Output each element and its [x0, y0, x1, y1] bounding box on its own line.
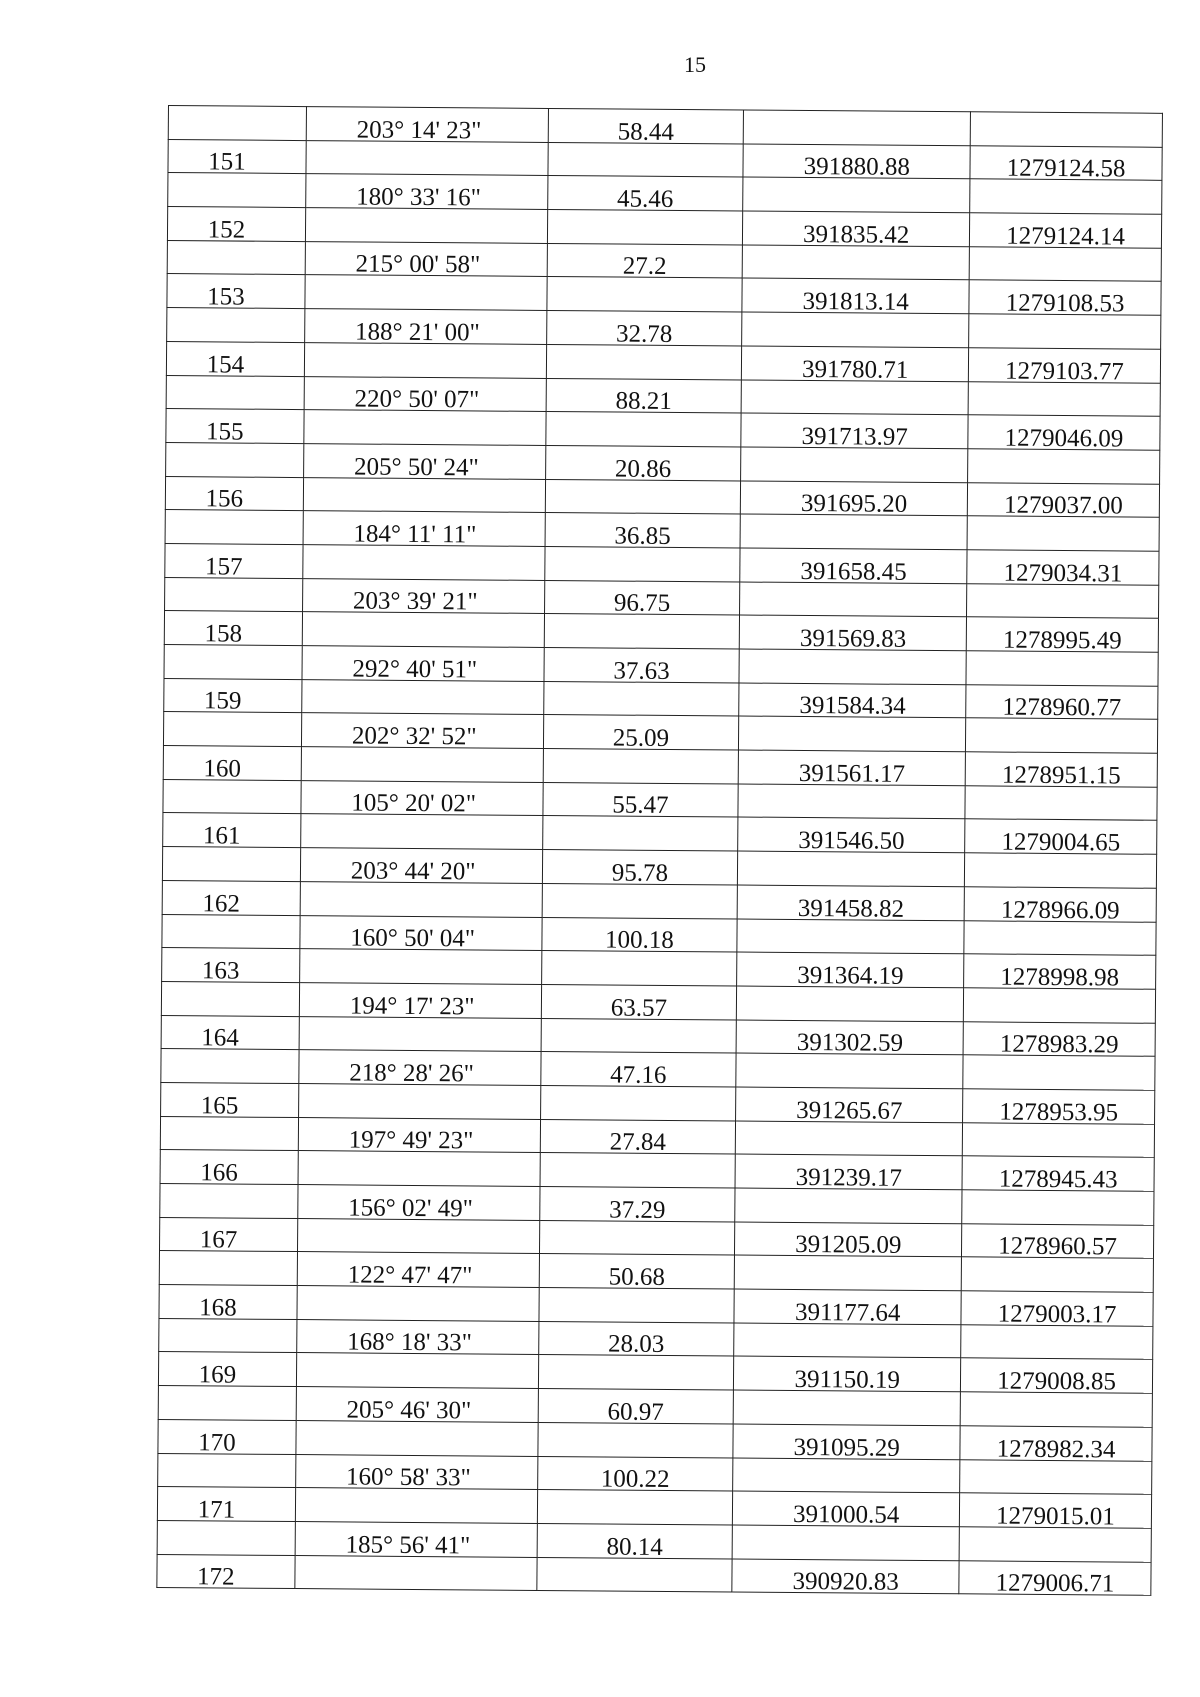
northing-cell: 391569.83	[740, 615, 967, 650]
northing-cell: 391265.67	[736, 1087, 963, 1122]
bearing-cell	[298, 1083, 540, 1119]
bearing-cell: 205° 50' 24"	[303, 443, 545, 479]
bearing-cell: 185° 56' 41"	[295, 1521, 537, 1557]
northing-cell: 391458.82	[737, 885, 964, 920]
bearing-cell	[295, 1488, 537, 1524]
northing-cell	[734, 1390, 961, 1425]
easting-cell: 1279004.65	[965, 819, 1157, 854]
bearing-cell: 292° 40' 51"	[302, 646, 544, 682]
easting-cell	[967, 583, 1159, 618]
station-cell	[163, 712, 301, 747]
table-body	[157, 106, 1163, 1596]
easting-cell	[961, 1325, 1153, 1360]
bearing-cell	[301, 814, 543, 850]
distance-cell: 100.18	[541, 917, 737, 952]
distance-cell: 27.2	[547, 243, 743, 278]
station-cell	[160, 1116, 298, 1151]
distance-cell	[537, 1422, 733, 1457]
northing-cell	[741, 447, 968, 482]
station-cell	[167, 240, 305, 275]
distance-cell	[536, 1557, 732, 1592]
bearing-cell: 188° 21' 00"	[304, 309, 546, 345]
bearing-cell: 180° 33' 16"	[306, 174, 548, 210]
northing-cell	[739, 716, 966, 751]
bearing-cell	[301, 747, 543, 783]
easting-cell: 1278995.49	[966, 617, 1158, 652]
northing-cell	[738, 784, 965, 819]
station-cell: 161	[163, 813, 301, 848]
distance-cell	[547, 210, 743, 245]
station-cell	[158, 1453, 296, 1488]
page-number: 15	[684, 52, 706, 77]
station-cell: 170	[158, 1419, 296, 1454]
easting-cell	[962, 1122, 1154, 1157]
distance-cell	[539, 1220, 735, 1255]
northing-cell: 391658.45	[740, 548, 967, 583]
distance-cell	[540, 1153, 736, 1188]
bearing-cell: 160° 58' 33"	[295, 1454, 537, 1490]
easting-cell	[964, 920, 1156, 955]
northing-cell	[736, 1053, 963, 1088]
bearing-cell	[305, 275, 547, 311]
bearing-cell: 184° 11' 11"	[303, 511, 545, 547]
distance-cell: 25.09	[543, 715, 739, 750]
distance-cell	[544, 614, 740, 649]
bearing-cell: 156° 02' 49"	[298, 1185, 540, 1221]
easting-cell	[966, 651, 1158, 686]
coordinates-table	[156, 105, 1163, 1596]
station-cell: 163	[162, 948, 300, 983]
station-cell: 151	[168, 139, 306, 174]
station-cell: 172	[157, 1554, 295, 1589]
bearing-cell: 160° 50' 04"	[300, 915, 542, 951]
easting-cell	[959, 1527, 1151, 1562]
distance-cell: 80.14	[537, 1523, 733, 1558]
distance-cell	[546, 277, 742, 312]
easting-cell	[967, 516, 1159, 551]
station-cell	[167, 308, 305, 343]
station-cell: 154	[166, 341, 304, 376]
station-cell: 164	[161, 1015, 299, 1050]
northing-cell	[740, 582, 967, 617]
station-cell	[163, 779, 301, 814]
easting-cell	[970, 112, 1162, 147]
bearing-cell: 205° 46' 30"	[296, 1387, 538, 1423]
northing-cell: 391561.17	[739, 750, 966, 785]
northing-cell	[743, 177, 970, 212]
easting-cell: 1279124.14	[970, 213, 1162, 248]
easting-cell: 1279046.09	[968, 415, 1160, 450]
northing-cell	[740, 514, 967, 549]
station-cell	[165, 510, 303, 545]
distance-cell	[542, 883, 738, 918]
northing-cell: 391835.42	[743, 211, 970, 246]
easting-cell	[965, 786, 1157, 821]
northing-cell	[733, 1457, 960, 1492]
easting-cell: 1279103.77	[968, 348, 1160, 383]
bearing-cell	[298, 1151, 540, 1187]
station-cell	[161, 981, 299, 1016]
distance-cell	[546, 344, 742, 379]
station-cell: 166	[160, 1150, 298, 1185]
distance-cell: 100.22	[537, 1456, 733, 1491]
northing-cell: 391813.14	[742, 278, 969, 313]
northing-cell	[742, 245, 969, 280]
station-cell: 158	[164, 611, 302, 646]
bearing-cell	[299, 1016, 541, 1052]
distance-cell	[540, 1085, 736, 1120]
easting-cell: 1278983.29	[963, 1021, 1155, 1056]
easting-cell	[960, 1392, 1152, 1427]
distance-cell	[538, 1355, 734, 1390]
easting-cell	[970, 179, 1162, 214]
easting-cell: 1279006.71	[959, 1560, 1151, 1595]
bearing-cell: 220° 50' 07"	[304, 376, 546, 412]
northing-cell: 391000.54	[733, 1491, 960, 1526]
station-cell	[160, 1183, 298, 1218]
easting-cell	[969, 314, 1161, 349]
northing-cell: 391546.50	[738, 817, 965, 852]
station-cell	[162, 847, 300, 882]
easting-cell: 1278960.77	[966, 684, 1158, 719]
easting-cell: 1278998.98	[964, 954, 1156, 989]
station-cell: 167	[160, 1217, 298, 1252]
distance-cell: 58.44	[548, 108, 744, 143]
distance-cell: 45.46	[547, 176, 743, 211]
northing-cell	[734, 1323, 961, 1358]
distance-cell: 55.47	[543, 782, 739, 817]
easting-cell	[961, 1257, 1153, 1292]
easting-cell	[963, 1055, 1155, 1090]
distance-cell	[541, 951, 737, 986]
easting-cell	[968, 449, 1160, 484]
station-cell	[159, 1318, 297, 1353]
northing-cell	[736, 1121, 963, 1156]
bearing-cell: 168° 18' 33"	[297, 1319, 539, 1355]
station-cell	[161, 1049, 299, 1084]
bearing-cell	[303, 477, 545, 513]
distance-cell	[545, 479, 741, 514]
distance-cell: 95.78	[542, 850, 738, 885]
easting-cell	[960, 1459, 1152, 1494]
bearing-cell: 105° 20' 02"	[301, 780, 543, 816]
northing-cell: 391177.64	[734, 1289, 961, 1324]
bearing-cell	[302, 612, 544, 648]
northing-cell: 391302.59	[736, 1020, 963, 1055]
northing-cell: 391695.20	[741, 481, 968, 516]
bearing-cell	[300, 881, 542, 917]
easting-cell	[963, 988, 1155, 1023]
northing-cell: 391780.71	[742, 346, 969, 381]
station-cell	[157, 1520, 295, 1555]
bearing-cell: 215° 00' 58"	[305, 241, 547, 277]
easting-cell: 1279037.00	[967, 482, 1159, 517]
distance-cell	[541, 1018, 737, 1053]
station-cell: 155	[166, 409, 304, 444]
easting-cell	[969, 247, 1161, 282]
easting-cell: 1279108.53	[969, 280, 1161, 315]
distance-cell: 96.75	[544, 580, 740, 615]
easting-cell	[968, 381, 1160, 416]
easting-cell: 1278951.15	[965, 752, 1157, 787]
bearing-cell	[303, 545, 545, 581]
station-cell	[166, 375, 304, 410]
distance-cell	[548, 142, 744, 177]
station-cell: 160	[163, 746, 301, 781]
northing-cell	[742, 312, 969, 347]
distance-cell: 60.97	[538, 1389, 734, 1424]
distance-cell: 32.78	[546, 311, 742, 346]
station-cell: 157	[165, 543, 303, 578]
station-cell	[166, 442, 304, 477]
bearing-cell	[296, 1353, 538, 1389]
distance-cell	[542, 816, 738, 851]
northing-cell: 391095.29	[733, 1424, 960, 1459]
bearing-cell	[302, 679, 544, 715]
northing-cell: 391713.97	[741, 413, 968, 448]
station-cell: 162	[162, 880, 300, 915]
distance-cell	[539, 1288, 735, 1323]
bearing-cell	[305, 208, 547, 244]
northing-cell: 391880.88	[743, 144, 970, 179]
northing-cell	[737, 918, 964, 953]
distance-cell: 37.63	[544, 647, 740, 682]
bearing-cell: 218° 28' 26"	[299, 1050, 541, 1086]
bearing-cell	[297, 1218, 539, 1254]
distance-cell	[543, 749, 739, 784]
easting-cell: 1279003.17	[961, 1291, 1153, 1326]
bearing-cell	[295, 1555, 537, 1591]
northing-cell: 391584.34	[739, 683, 966, 718]
easting-cell: 1279015.01	[959, 1493, 1151, 1528]
distance-cell	[545, 412, 741, 447]
station-cell	[162, 914, 300, 949]
distance-cell	[537, 1490, 733, 1525]
easting-cell: 1279124.58	[970, 145, 1162, 180]
northing-cell	[737, 986, 964, 1021]
northing-cell: 391239.17	[735, 1154, 962, 1189]
station-cell: 169	[158, 1352, 296, 1387]
easting-cell: 1278982.34	[960, 1426, 1152, 1461]
northing-cell	[744, 110, 971, 145]
easting-cell: 1279034.31	[967, 550, 1159, 585]
station-cell: 156	[165, 476, 303, 511]
bearing-cell: 122° 47' 47"	[297, 1252, 539, 1288]
easting-cell	[964, 853, 1156, 888]
bearing-cell: 194° 17' 23"	[299, 982, 541, 1018]
distance-cell	[543, 681, 739, 716]
northing-cell	[741, 380, 968, 415]
station-cell	[168, 173, 306, 208]
northing-cell: 391205.09	[735, 1222, 962, 1257]
station-cell	[158, 1386, 296, 1421]
northing-cell	[735, 1188, 962, 1223]
easting-cell: 1278966.09	[964, 887, 1156, 922]
station-cell	[165, 577, 303, 612]
northing-cell	[735, 1255, 962, 1290]
bearing-cell	[296, 1420, 538, 1456]
distance-cell: 36.85	[545, 513, 741, 548]
northing-cell: 390920.83	[732, 1559, 959, 1594]
distance-cell: 50.68	[539, 1254, 735, 1289]
bearing-cell	[304, 342, 546, 378]
distance-cell: 28.03	[538, 1321, 734, 1356]
distance-cell: 27.84	[540, 1119, 736, 1154]
distance-cell	[544, 546, 740, 581]
bearing-cell: 202° 32' 52"	[301, 713, 543, 749]
station-cell: 165	[161, 1082, 299, 1117]
easting-cell	[962, 1190, 1154, 1225]
distance-cell: 20.86	[545, 445, 741, 480]
station-cell: 171	[157, 1487, 295, 1522]
easting-cell: 1278953.95	[963, 1089, 1155, 1124]
bearing-cell: 203° 39' 21"	[302, 578, 544, 614]
northing-cell	[732, 1525, 959, 1560]
station-cell	[159, 1251, 297, 1286]
station-cell	[164, 644, 302, 679]
northing-cell	[739, 649, 966, 684]
distance-cell: 63.57	[541, 984, 737, 1019]
northing-cell: 391364.19	[737, 952, 964, 987]
station-cell: 168	[159, 1285, 297, 1320]
station-cell: 159	[164, 678, 302, 713]
bearing-cell	[297, 1286, 539, 1322]
station-cell	[168, 106, 306, 141]
bearing-cell: 203° 14' 23"	[306, 107, 548, 143]
northing-cell: 391150.19	[734, 1356, 961, 1391]
bearing-cell	[304, 410, 546, 446]
easting-cell: 1279008.85	[961, 1358, 1153, 1393]
bearing-cell	[306, 140, 548, 176]
bearing-cell: 203° 44' 20"	[300, 848, 542, 884]
easting-cell: 1278945.43	[962, 1156, 1154, 1191]
easting-cell: 1278960.57	[962, 1223, 1154, 1258]
northing-cell	[738, 851, 965, 886]
station-cell: 152	[167, 207, 305, 242]
bearing-cell: 197° 49' 23"	[298, 1117, 540, 1153]
distance-cell: 47.16	[540, 1052, 736, 1087]
distance-cell: 37.29	[539, 1186, 735, 1221]
easting-cell	[966, 718, 1158, 753]
distance-cell: 88.21	[546, 378, 742, 413]
station-cell: 153	[167, 274, 305, 309]
bearing-cell	[299, 949, 541, 985]
